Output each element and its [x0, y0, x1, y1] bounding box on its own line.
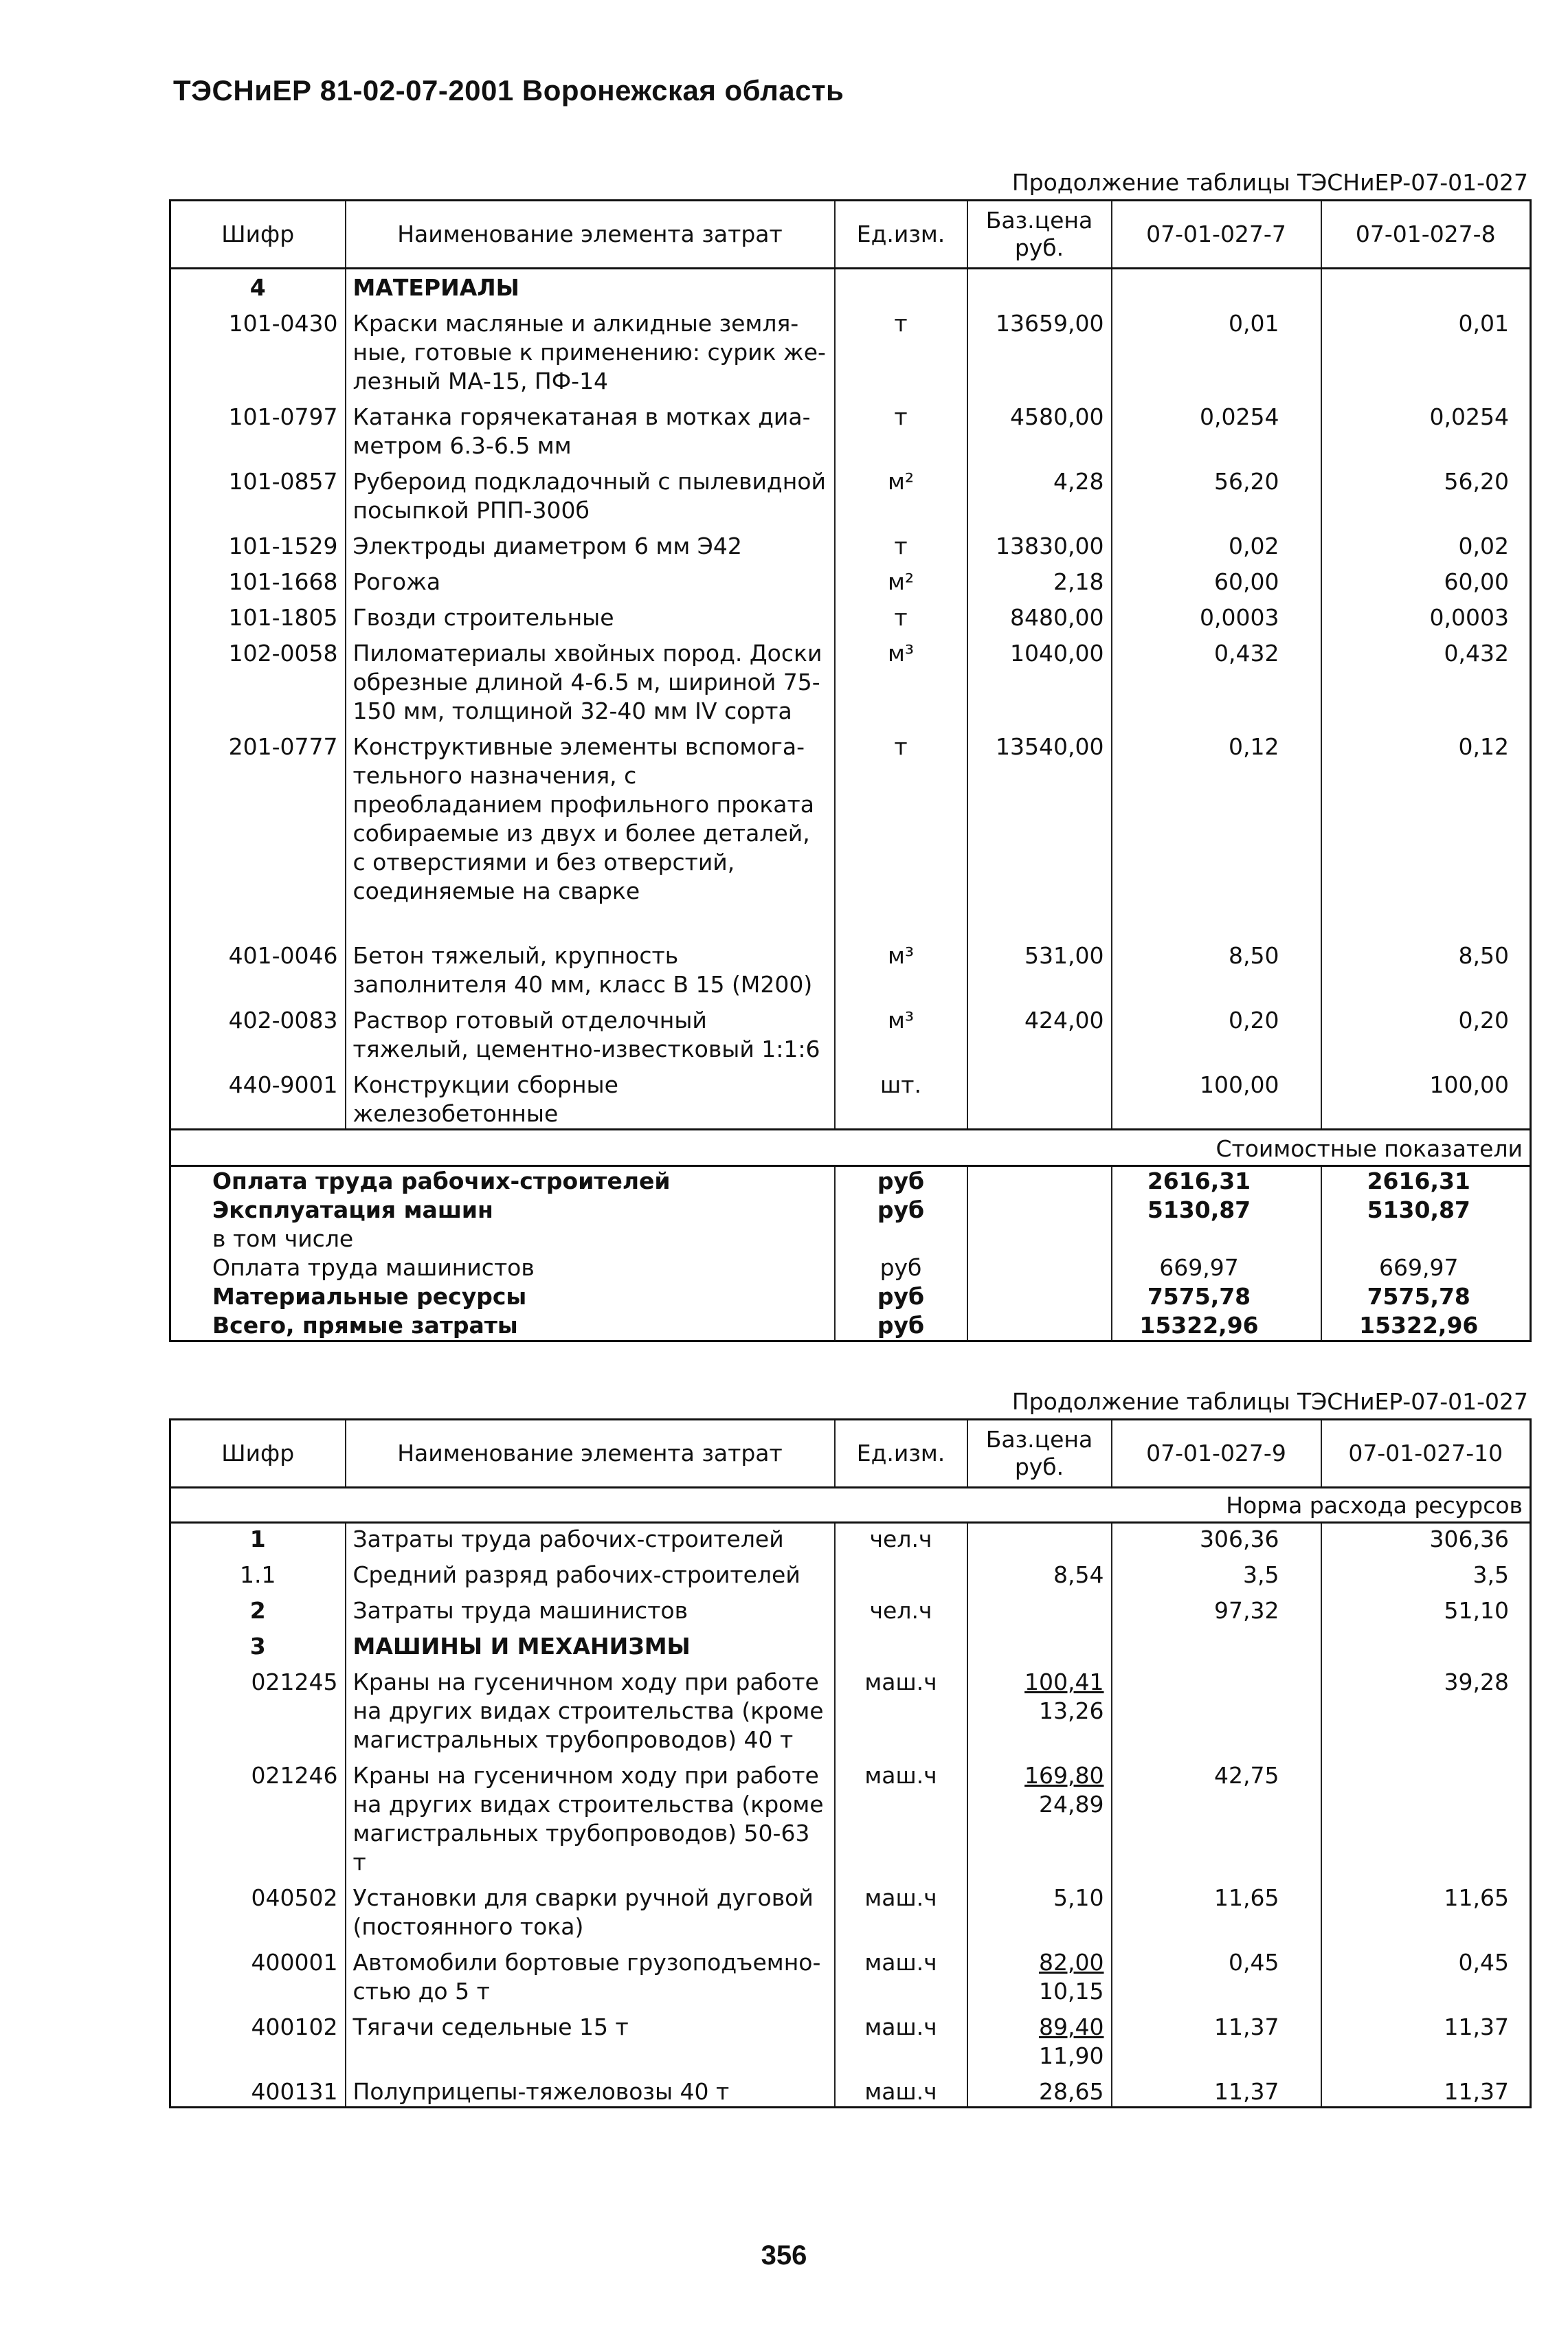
row-code: 1.1	[170, 1554, 346, 1590]
row-price: 2,18	[967, 561, 1112, 596]
row-name: Электроды диаметром 6 мм Э42	[346, 525, 835, 561]
cost-label: Материальные ресурсы	[170, 1282, 835, 1311]
row-price-machinist: 24,89	[1039, 1791, 1104, 1818]
row-price: 4,28	[967, 460, 1112, 525]
row-code: 1	[170, 1523, 346, 1554]
row-value-2: 3,5	[1321, 1554, 1531, 1590]
row-value-2: 100,00	[1321, 1064, 1531, 1130]
row-name: Гвозди строительные	[346, 596, 835, 632]
cost-unit: руб	[835, 1282, 967, 1311]
table2	[169, 1418, 1532, 2108]
cost-value-1	[1112, 1225, 1321, 1253]
cost-price-empty	[967, 1311, 1112, 1341]
row-value-2	[1321, 1625, 1531, 1661]
cost-unit	[835, 1225, 967, 1253]
row-value-2: 0,45	[1321, 1941, 1531, 2006]
table1	[169, 199, 1532, 1342]
row-unit: м²	[835, 460, 967, 525]
row-code: 102-0058	[170, 632, 346, 726]
cost-value-1: 669,97	[1112, 1253, 1321, 1282]
row-code: 101-1805	[170, 596, 346, 632]
row-name: Раствор готовый отделочный тяжелый, цементно-известковый 1:1:6	[346, 999, 835, 1064]
row-price-cell	[967, 1877, 1112, 1941]
col-header-price: Баз.цена руб.	[967, 1420, 1112, 1488]
cost-price-empty	[967, 1253, 1112, 1282]
row-name: МАШИНЫ И МЕХАНИЗМЫ	[346, 1625, 835, 1661]
row-code: 101-0430	[170, 302, 346, 396]
row-price: 13540,00	[967, 726, 1112, 935]
cost-row	[170, 1166, 1531, 1196]
row-value-1: 60,00	[1112, 561, 1321, 596]
row-name: Краны на гусеничном ходу при работе на других видах строительства (кроме магистральных трубопроводов) 50-63 т	[346, 1754, 835, 1877]
table-row	[170, 2006, 1531, 2071]
page-title: ТЭСНиЕР 81-02-07-2001 Воронежская область	[173, 74, 844, 107]
cost-row	[170, 1196, 1531, 1225]
cost-price-empty	[967, 1282, 1112, 1311]
row-value-1: 56,20	[1112, 460, 1321, 525]
row-name: Пиломатериалы хвойных пород. Доски обрезные длиной 4-6.5 м, шириной 75-150 мм, толщиной 32-40 мм IV сорта	[346, 632, 835, 726]
row-value-1: 0,02	[1112, 525, 1321, 561]
row-price	[967, 1064, 1112, 1130]
row-value-1: 100,00	[1112, 1064, 1321, 1130]
cost-label: в том числе	[170, 1225, 835, 1253]
table-row	[170, 460, 1531, 525]
row-code: 101-1529	[170, 525, 346, 561]
table2-continuation-caption: Продолжение таблицы ТЭСНиЕР-07-01-027	[1011, 1388, 1528, 1415]
row-price-cell	[967, 1754, 1112, 1877]
row-value-2: 0,01	[1321, 302, 1531, 396]
cost-value-2: 15322,96	[1321, 1311, 1531, 1341]
row-name: Установки для сварки ручной дуговой (постоянного тока)	[346, 1877, 835, 1941]
row-name: МАТЕРИАЛЫ	[346, 269, 835, 303]
row-value-2: 51,10	[1321, 1590, 1531, 1625]
col-header-v2: 07-01-027-8	[1321, 201, 1531, 269]
row-price-cell	[967, 1661, 1112, 1754]
row-code: 101-1668	[170, 561, 346, 596]
row-price: 28,65	[1039, 2078, 1104, 2105]
row-value-2: 56,20	[1321, 460, 1531, 525]
row-price: 89,40	[1039, 2014, 1104, 2040]
row-price: 100,41	[1024, 1669, 1104, 1695]
row-code: 401-0046	[170, 935, 346, 999]
cost-unit: руб	[835, 1311, 967, 1341]
row-value-2: 0,20	[1321, 999, 1531, 1064]
row-value-2: 11,37	[1321, 2071, 1531, 2108]
table-row	[170, 2071, 1531, 2108]
row-code: 440-9001	[170, 1064, 346, 1130]
table-row	[170, 525, 1531, 561]
row-name: Конструкции сборные железобетонные	[346, 1064, 835, 1130]
row-value-2	[1321, 269, 1531, 303]
row-unit: чел.ч	[835, 1590, 967, 1625]
col-header-name: Наименование элемента затрат	[346, 1420, 835, 1488]
row-value-1: 0,0254	[1112, 396, 1321, 460]
table-row	[170, 935, 1531, 999]
row-unit: чел.ч	[835, 1523, 967, 1554]
col-header-price: Баз.цена руб.	[967, 201, 1112, 269]
row-name: Затраты труда рабочих-строителей	[346, 1523, 835, 1554]
cost-value-2: 5130,87	[1321, 1196, 1531, 1225]
section-row	[170, 269, 1531, 303]
cost-indicators-label: Стоимостные показатели	[170, 1130, 1531, 1166]
cost-price-empty	[967, 1225, 1112, 1253]
table-row	[170, 726, 1531, 935]
row-name: Рубероид подкладочный с пылевидной посыпкой РПП-300б	[346, 460, 835, 525]
row-unit: маш.ч	[835, 1754, 967, 1877]
table-row	[170, 999, 1531, 1064]
row-code: 3	[170, 1625, 346, 1661]
cost-price-empty	[967, 1166, 1112, 1196]
row-unit: т	[835, 525, 967, 561]
cost-indicators-header	[170, 1130, 1531, 1166]
row-value-2: 11,65	[1321, 1877, 1531, 1941]
row-value-2: 0,12	[1321, 726, 1531, 935]
row-unit: т	[835, 302, 967, 396]
col-header-v1: 07-01-027-9	[1112, 1420, 1321, 1488]
row-price-cell	[967, 2006, 1112, 2071]
row-value-2: 0,0254	[1321, 396, 1531, 460]
table-row	[170, 1877, 1531, 1941]
row-code: 021245	[170, 1661, 346, 1754]
row-code: 2	[170, 1590, 346, 1625]
row-value-1	[1112, 269, 1321, 303]
row-price-cell	[967, 1523, 1112, 1554]
row-price	[967, 269, 1112, 303]
row-value-1: 0,432	[1112, 632, 1321, 726]
cost-value-1: 5130,87	[1112, 1196, 1321, 1225]
row-value-1: 11,37	[1112, 2071, 1321, 2108]
table1-continuation-caption: Продолжение таблицы ТЭСНиЕР-07-01-027	[1011, 169, 1528, 196]
row-price: 13659,00	[967, 302, 1112, 396]
row-name: Бетон тяжелый, крупность заполнителя 40 мм, класс В 15 (М200)	[346, 935, 835, 999]
cost-value-2: 7575,78	[1321, 1282, 1531, 1311]
row-value-1: 97,32	[1112, 1590, 1321, 1625]
row-price: 5,10	[1053, 1884, 1104, 1911]
row-value-1: 3,5	[1112, 1554, 1321, 1590]
row-value-1: 0,20	[1112, 999, 1321, 1064]
cost-row	[170, 1311, 1531, 1341]
cost-label: Оплата труда машинистов	[170, 1253, 835, 1282]
cost-unit: руб	[835, 1196, 967, 1225]
col-header-code: Шифр	[170, 1420, 346, 1488]
row-code: 400001	[170, 1941, 346, 2006]
row-value-1: 42,75	[1112, 1754, 1321, 1877]
col-header-name: Наименование элемента затрат	[346, 201, 835, 269]
row-unit: маш.ч	[835, 1941, 967, 2006]
row-code: 021246	[170, 1754, 346, 1877]
row-value-1: 11,37	[1112, 2006, 1321, 2071]
row-code: 201-0777	[170, 726, 346, 935]
row-name: Катанка горячекатаная в мотках диа-метром 6.3-6.5 мм	[346, 396, 835, 460]
table-row	[170, 302, 1531, 396]
row-code: 402-0083	[170, 999, 346, 1064]
row-name: Краски масляные и алкидные земля-ные, готовые к применению: сурик же-лезный МА-15, ПФ-14	[346, 302, 835, 396]
row-value-1: 8,50	[1112, 935, 1321, 999]
row-price: 169,80	[1024, 1762, 1104, 1789]
row-name: Средний разряд рабочих-строителей	[346, 1554, 835, 1590]
row-unit: м³	[835, 999, 967, 1064]
row-name: Рогожа	[346, 561, 835, 596]
row-value-2: 0,02	[1321, 525, 1531, 561]
row-value-1: 11,65	[1112, 1877, 1321, 1941]
row-price-cell	[967, 1554, 1112, 1590]
cost-label: Оплата труда рабочих-строителей	[170, 1166, 835, 1196]
col-header-v1: 07-01-027-7	[1112, 201, 1321, 269]
row-unit	[835, 1554, 967, 1590]
col-header-unit: Ед.изм.	[835, 201, 967, 269]
row-code: 4	[170, 269, 346, 303]
row-value-2	[1321, 1754, 1531, 1877]
row-value-2: 306,36	[1321, 1523, 1531, 1554]
row-value-1	[1112, 1625, 1321, 1661]
cost-price-empty	[967, 1196, 1112, 1225]
row-price: 13830,00	[967, 525, 1112, 561]
cost-value-1: 2616,31	[1112, 1166, 1321, 1196]
col-header-v2: 07-01-027-10	[1321, 1420, 1531, 1488]
table-row	[170, 1590, 1531, 1625]
row-value-2: 0,0003	[1321, 596, 1531, 632]
row-price-machinist: 13,26	[1039, 1697, 1104, 1724]
row-unit: маш.ч	[835, 2071, 967, 2108]
row-code: 400102	[170, 2006, 346, 2071]
norm-header	[170, 1488, 1531, 1523]
row-value-2: 60,00	[1321, 561, 1531, 596]
table-row	[170, 596, 1531, 632]
table1-header-row	[170, 201, 1531, 269]
row-code: 101-0797	[170, 396, 346, 460]
cost-row	[170, 1253, 1531, 1282]
row-unit: маш.ч	[835, 2006, 967, 2071]
cost-label: Всего, прямые затраты	[170, 1311, 835, 1341]
row-code: 040502	[170, 1877, 346, 1941]
row-price: 1040,00	[967, 632, 1112, 726]
row-value-1: 0,0003	[1112, 596, 1321, 632]
table-row	[170, 1754, 1531, 1877]
row-unit: шт.	[835, 1064, 967, 1130]
row-price-cell	[967, 1941, 1112, 2006]
row-price-machinist: 11,90	[1039, 2042, 1104, 2069]
row-unit: т	[835, 596, 967, 632]
row-value-2: 39,28	[1321, 1661, 1531, 1754]
cost-row	[170, 1282, 1531, 1311]
cost-value-2: 2616,31	[1321, 1166, 1531, 1196]
row-name: Затраты труда машинистов	[346, 1590, 835, 1625]
table-row	[170, 1064, 1531, 1130]
row-unit: т	[835, 726, 967, 935]
row-value-2: 0,432	[1321, 632, 1531, 726]
row-unit	[835, 269, 967, 303]
row-price: 8,54	[1053, 1561, 1104, 1588]
row-value-1: 306,36	[1112, 1523, 1321, 1554]
cost-row	[170, 1225, 1531, 1253]
page-number: 356	[761, 2240, 807, 2271]
cost-unit: руб	[835, 1166, 967, 1196]
row-unit: м³	[835, 935, 967, 999]
table-row	[170, 396, 1531, 460]
table-row	[170, 1523, 1531, 1554]
table-row	[170, 1554, 1531, 1590]
row-unit: м²	[835, 561, 967, 596]
col-header-code: Шифр	[170, 201, 346, 269]
row-name: Тягачи седельные 15 т	[346, 2006, 835, 2071]
table-row	[170, 561, 1531, 596]
row-price: 82,00	[1039, 1949, 1104, 1976]
row-code: 400131	[170, 2071, 346, 2108]
section-row	[170, 1625, 1531, 1661]
row-code: 101-0857	[170, 460, 346, 525]
cost-value-1: 15322,96	[1112, 1311, 1321, 1341]
row-unit	[835, 1625, 967, 1661]
table-row	[170, 1661, 1531, 1754]
row-price: 8480,00	[967, 596, 1112, 632]
cost-label: Эксплуатация машин	[170, 1196, 835, 1225]
cost-value-1: 7575,78	[1112, 1282, 1321, 1311]
row-unit: м³	[835, 632, 967, 726]
row-value-2: 11,37	[1321, 2006, 1531, 2071]
table2-header-row	[170, 1420, 1531, 1488]
row-value-1: 0,45	[1112, 1941, 1321, 2006]
row-name: Краны на гусеничном ходу при работе на других видах строительства (кроме магистральных трубопроводов) 40 т	[346, 1661, 835, 1754]
row-unit: т	[835, 396, 967, 460]
cost-unit: руб	[835, 1253, 967, 1282]
norm-label: Норма расхода ресурсов	[170, 1488, 1531, 1523]
row-value-1: 0,12	[1112, 726, 1321, 935]
row-name: Полуприцепы-тяжеловозы 40 т	[346, 2071, 835, 2108]
row-unit: маш.ч	[835, 1877, 967, 1941]
row-value-2: 8,50	[1321, 935, 1531, 999]
row-value-1	[1112, 1661, 1321, 1754]
cost-value-2: 669,97	[1321, 1253, 1531, 1282]
row-name: Конструктивные элементы вспомога-тельного назначения, с преобладанием профильного проката собираемые из двух и более деталей, с отверстиями и без отверстий, соединяемые на сварке	[346, 726, 835, 935]
row-unit: маш.ч	[835, 1661, 967, 1754]
row-price: 424,00	[967, 999, 1112, 1064]
row-price-cell	[967, 2071, 1112, 2108]
row-price-machinist: 10,15	[1039, 1978, 1104, 2005]
row-value-1: 0,01	[1112, 302, 1321, 396]
row-price: 531,00	[967, 935, 1112, 999]
row-name: Автомобили бортовые грузоподъемно-стью до 5 т	[346, 1941, 835, 2006]
row-price-cell	[967, 1590, 1112, 1625]
col-header-unit: Ед.изм.	[835, 1420, 967, 1488]
table-row	[170, 632, 1531, 726]
row-price: 4580,00	[967, 396, 1112, 460]
row-price-cell	[967, 1625, 1112, 1661]
cost-value-2	[1321, 1225, 1531, 1253]
table-row	[170, 1941, 1531, 2006]
